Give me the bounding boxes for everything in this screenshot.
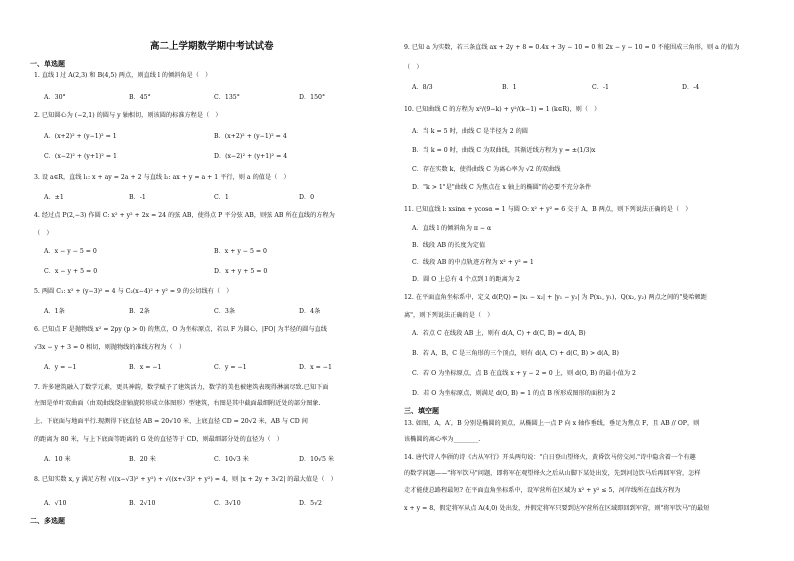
section-multi-choice: 二、多选题 [30, 517, 65, 525]
q1-stem: 1. 直线 l 过 A(2,3) 和 B(4,5) 两点，则直线 l 的倾斜角是（ ） [34, 72, 212, 79]
q10-option-c[interactable]: C．存在实数 k，使得曲线 C 为离心率为 √2 的双曲线 [412, 166, 561, 173]
q12-option-b[interactable]: B．若 A，B，C 是三角形的三个顶点，则有 d(A, C) + d(C, B) > d(A, B) [412, 350, 619, 357]
q3-stem: 3. 设 a∈R，直线 l₁: x + ay = 2a + 2 与直线 l₂: ax + y = a + 1 平行，则 a 的值是（ ） [34, 174, 290, 181]
q13-stem-line2: 该椭圆的离心率为________. [404, 436, 481, 443]
section-fill-blank: 三、填空题 [404, 407, 439, 415]
q3-option-b[interactable]: B．-1 [129, 194, 146, 201]
q2-options-row2 [44, 153, 287, 161]
q12-stem-line2: 离"，则下列说法正确的是（ ） [404, 312, 494, 319]
q7-option-b[interactable]: B．20 米 [129, 456, 156, 463]
q9-stem-line2: （ ） [404, 64, 423, 71]
q6-option-b[interactable]: B．x = −1 [129, 364, 162, 371]
q1-option-b[interactable]: B．45° [129, 94, 151, 101]
q11-option-a[interactable]: A．直线 l 的倾斜角为 π − α [412, 225, 492, 232]
q12-stem-line1: 12. 在平面直角坐标系中，定义 d(P,Q) = |x₁ − x₂| + |y₁ − y₂| 为 P(x₁, y₁)，Q(x₂, y₂) 两点之间的"曼哈顿距 [404, 294, 707, 301]
q2-options-row1 [44, 133, 287, 141]
q11-option-b[interactable]: B．线段 AB 的长度为定值 [412, 242, 486, 249]
q12-option-a[interactable]: A．若点 C 在线段 AB 上，则有 d(A, C) + d(C, B) = d(A, B) [412, 330, 586, 337]
q2-stem: 2. 已知圆心为 (−2,1) 的圆与 y 轴相切，则该圆的标准方程是（ ） [34, 112, 222, 119]
q12-option-d[interactable]: D．若 O 为坐标原点，则满足 d(O, B) = 1 的点 B 所形成图形的面积为 2 [412, 390, 616, 397]
q6-option-d[interactable]: D．x = −1 [299, 364, 332, 371]
q4-stem-line1: 4. 经过点 P(2,−3) 作圆 C: x² + y² + 2x = 24 的弦 AB，使得点 P 平分弦 AB，则弦 AB 所在直线的方程为 [34, 212, 335, 219]
q3-option-d[interactable]: D．0 [299, 194, 315, 201]
q9-option-d[interactable]: D．-4 [682, 84, 700, 91]
q14-stem-line3: 走才能使总路程最短? 在平面直角坐标系中，设军营所在区域为 x² + y² ≤ 5，河岸线所在直线方程为 [404, 487, 681, 494]
section-single-choice: 一、单选题 [30, 60, 65, 68]
q14-stem-line1: 14. 唐代诗人李颀的诗《古从军行》开头两句说："白日登山望烽火，黄昏饮马傍交河."诗中隐含着一个有趣 [404, 454, 696, 461]
q5-option-a[interactable]: A．1条 [44, 308, 65, 315]
q4-stem-line2: （ ） [34, 230, 53, 237]
q3-option-a[interactable]: A．±1 [44, 194, 64, 201]
q2-option-b[interactable]: B．(x+2)² + (y−1)² = 4 [214, 133, 287, 140]
q10-option-b[interactable]: B．当 k = 0 时，曲线 C 为双曲线，其渐近线方程为 y = ±(1/3)x [412, 147, 596, 154]
q2-option-d[interactable]: D．(x−2)² + (y+1)² = 4 [214, 153, 288, 160]
q5-stem: 5. 两圆 C₁: x² + (y−3)² = 4 与 C₂(x−4)² + y² = 9 的公切线有（ ） [34, 288, 233, 295]
q8-option-d[interactable]: D．5√2 [299, 500, 322, 507]
q11-option-c[interactable]: C．线段 AB 的中点轨迹方程为 x² + y² = 1 [412, 259, 534, 266]
q1-option-d[interactable]: D．150° [299, 94, 326, 101]
q4-option-c[interactable]: C．x − y + 5 = 0 [44, 268, 98, 275]
q9-option-c[interactable]: C．-1 [592, 84, 609, 91]
q4-option-a[interactable]: A．x − y − 5 = 0 [44, 248, 97, 255]
q7-option-c[interactable]: C．10√3 米 [214, 456, 249, 463]
q8-stem: 8. 已知实数 x, y 满足方程 √((x−√3)² + y²) + √((x+√3)² + y²) = 4，则 |x + 2y + 3√2| 的最大值是（ ） [34, 476, 337, 483]
q6-option-a[interactable]: A．y = −1 [44, 364, 77, 371]
q6-stem-line1: 6. 已知点 F 是抛物线 x² = 2py (p > 0) 的焦点，O 为坐标原点，若以 F 为圆心，|FO| 为半径的圆与直线 [34, 326, 327, 333]
q4-options-row1 [44, 248, 267, 256]
q10-option-d[interactable]: D．"k > 1"是"曲线 C 为焦点在 x 轴上的椭圆"的必要不充分条件 [412, 184, 592, 191]
q7-option-a[interactable]: A．10 米 [44, 456, 71, 463]
q9-options [412, 84, 699, 92]
q13-stem-line1: 13. 如图，A，A′，B 分别是椭圆的顶点，从椭圆上一点 P 向 x 轴作垂线，垂足为焦点 F，且 AB // OP，则 [404, 420, 700, 427]
q6-option-c[interactable]: C．y = −1 [214, 364, 247, 371]
q12-option-c[interactable]: C．若 O 为坐标原点，点 B 在直线 x + y − 2 = 0 上，则 d(O, B) 的最小值为 2 [412, 370, 636, 377]
q5-option-d[interactable]: D．4条 [299, 308, 321, 315]
q1-option-a[interactable]: A．30° [44, 94, 66, 101]
q3-option-c[interactable]: C．1 [214, 194, 229, 201]
q2-option-c[interactable]: C．(x−2)² + (y+1)² = 1 [44, 153, 117, 160]
q5-option-b[interactable]: B．2条 [129, 308, 150, 315]
q6-options [44, 364, 332, 372]
q4-options-row2 [44, 268, 267, 276]
q11-option-d[interactable]: D．圆 O 上总有 4 个点到 l 的距离为 2 [412, 276, 520, 283]
q7-stem-line3: 上、下底面与地面平行.现测得下底直径 AB = 20√10 米，上底直径 CD = 20√2 米，AB 与 CD 间 [34, 418, 308, 425]
q4-option-d[interactable]: D．x + y + 5 = 0 [214, 268, 268, 275]
q7-stem-line2: 左图是单叶双曲面（由双曲线绕虚轴旋转形成立体图形）型建筑，右图是其中截面最细附近处的部分图象. [34, 400, 321, 407]
q6-stem-line2: √3x − y + 3 = 0 相切，则抛物线的准线方程为（ ） [34, 344, 186, 351]
q7-stem-line4: 的距离为 80 米，与上下底面等距离的 G 处的直径等于 CD，则最细部分处的直径为（ ） [34, 436, 283, 443]
q8-option-c[interactable]: C．3√10 [214, 500, 241, 507]
page-title: 高二上学期数学期中考试试卷 [150, 41, 274, 52]
q1-options [44, 94, 325, 102]
q10-option-a[interactable]: A．当 k = 5 时，曲线 C 是半径为 2 的圆 [412, 128, 528, 135]
q8-option-b[interactable]: B．2√10 [129, 500, 156, 507]
q11-stem: 11. 已知直线 l: xsinα + ycosα = 1 与圆 O: x² + y² = 6 交于 A，B 两点，则下列说法正确的是（ ） [404, 206, 692, 213]
q8-option-a[interactable]: A．√10 [44, 500, 67, 507]
q9-option-b[interactable]: B．1 [502, 84, 517, 91]
q2-option-a[interactable]: A．(x+2)² + (y−1)² = 1 [44, 133, 117, 140]
q14-stem-line4: x + y = 8，假定将军从点 A(4,0) 处出发，并假定将军只要到达军营所在区域即回到军营，则"将军饮马"的最短 [404, 505, 710, 512]
q7-stem-line1: 7. 许多建筑融入了数学元素，更具神韵，数学赋予了建筑活力，数学的美也被建筑表现得淋漓尽致.已知下面 [34, 384, 329, 391]
q7-option-d[interactable]: D．10√5 米 [299, 456, 335, 463]
q7-options [44, 456, 334, 464]
q1-option-c[interactable]: C．135° [214, 94, 240, 101]
q5-option-c[interactable]: C．3条 [214, 308, 236, 315]
q8-options [44, 500, 322, 508]
q3-options [44, 194, 314, 202]
q10-stem: 10. 已知曲线 C 的方程为 x²/(9−k) + y²/(k−1) = 1 (k∈R)，则（ ） [404, 106, 601, 113]
q9-stem-line1: 9. 已知 a 为实数，若三条直线 ax + 2y + 8 = 0.4x + 3y − 10 = 0 和 2x − y − 10 = 0 不能围成三角形，则 a 的值为 [404, 44, 740, 51]
q9-option-a[interactable]: A．8/3 [412, 84, 433, 91]
q4-option-b[interactable]: B．x + y − 5 = 0 [214, 248, 267, 255]
q5-options [44, 308, 320, 316]
q14-stem-line2: 的数学问题——"将军饮马"问题，即将军在观望烽火之后从山脚下某处出发，先到河边饮马后再回军营，怎样 [404, 470, 701, 477]
